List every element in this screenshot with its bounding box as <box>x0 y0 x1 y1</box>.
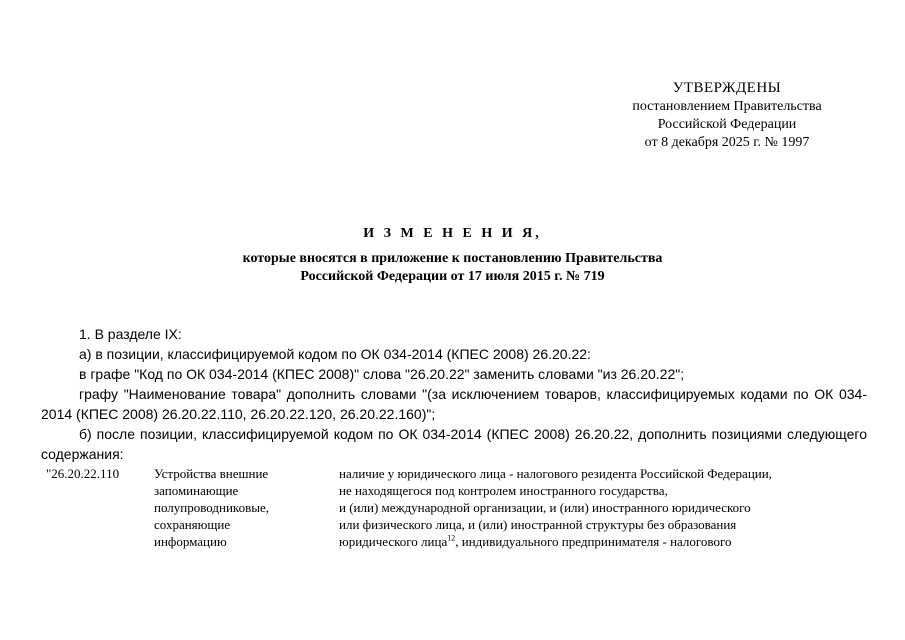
condition-text: , индивидуального предпринимателя - налогового <box>455 534 732 549</box>
condition-line <box>339 533 867 550</box>
name-line: запоминающие <box>154 483 239 498</box>
approval-line-2: Российской Федерации <box>657 117 797 132</box>
table-cell-code: "26.20.22.110 <box>46 466 120 481</box>
paragraph-5: б) после позиции, классифицируемой кодом по ОК 034-2014 (КПЕС 2008) 26.20.22, дополнить позициями следующего содержания: <box>41 426 867 462</box>
paragraph-2: а) в позиции, классифицируемой кодом по ОК 034-2014 (КПЕС 2008) 26.20.22: <box>79 346 591 362</box>
document-title: И З М Е Н Е Н И Я, <box>363 226 542 241</box>
paragraph-3: в графе "Код по ОК 034-2014 (КПЕС 2008)" слова "26.20.22" заменить словами "из 26.20.22"; <box>79 366 685 382</box>
approval-line-3: от 8 декабря 2025 г. № 1997 <box>644 135 810 150</box>
table-cell-condition <box>339 465 867 550</box>
table-cell-name <box>154 465 304 550</box>
name-line: полупроводниковые, <box>154 500 269 515</box>
name-line: сохраняющие <box>154 517 231 532</box>
document-body <box>41 324 867 464</box>
approval-block <box>597 79 857 152</box>
approval-line-1: постановлением Правительства <box>632 99 822 114</box>
footnote-marker: 12 <box>447 533 456 543</box>
name-line: Устройства внешние <box>154 466 269 481</box>
subtitle-line-1: которые вносятся в приложение к постановлению Правительства <box>242 251 663 266</box>
condition-line: или физического лица, и (или) иностранной структуры без образования <box>339 517 737 532</box>
condition-line: наличие у юридического лица - налогового резидента Российской Федерации, <box>339 466 772 481</box>
approval-heading: УТВЕРЖДЕНЫ <box>672 80 782 96</box>
condition-line: и (или) международной организации, и (или) иностранного юридического <box>339 500 751 515</box>
name-line: информацию <box>154 534 227 549</box>
condition-line: не находящегося под контролем иностранного государства, <box>339 483 668 498</box>
paragraph-1: 1. В разделе IX: <box>79 326 182 342</box>
condition-text: юридического лица <box>339 534 448 549</box>
document-subtitle <box>0 250 905 286</box>
subtitle-line-2: Российской Федерации от 17 июля 2015 г. № 719 <box>300 269 605 284</box>
paragraph-4: графу "Наименование товара" дополнить словами "(за исключением товаров, классифицируемых кодами по ОК 034-2014 (КПЕС 2008) 26.20.22.110, 26.20.22.120, 26.20.22.160)"; <box>41 386 867 422</box>
